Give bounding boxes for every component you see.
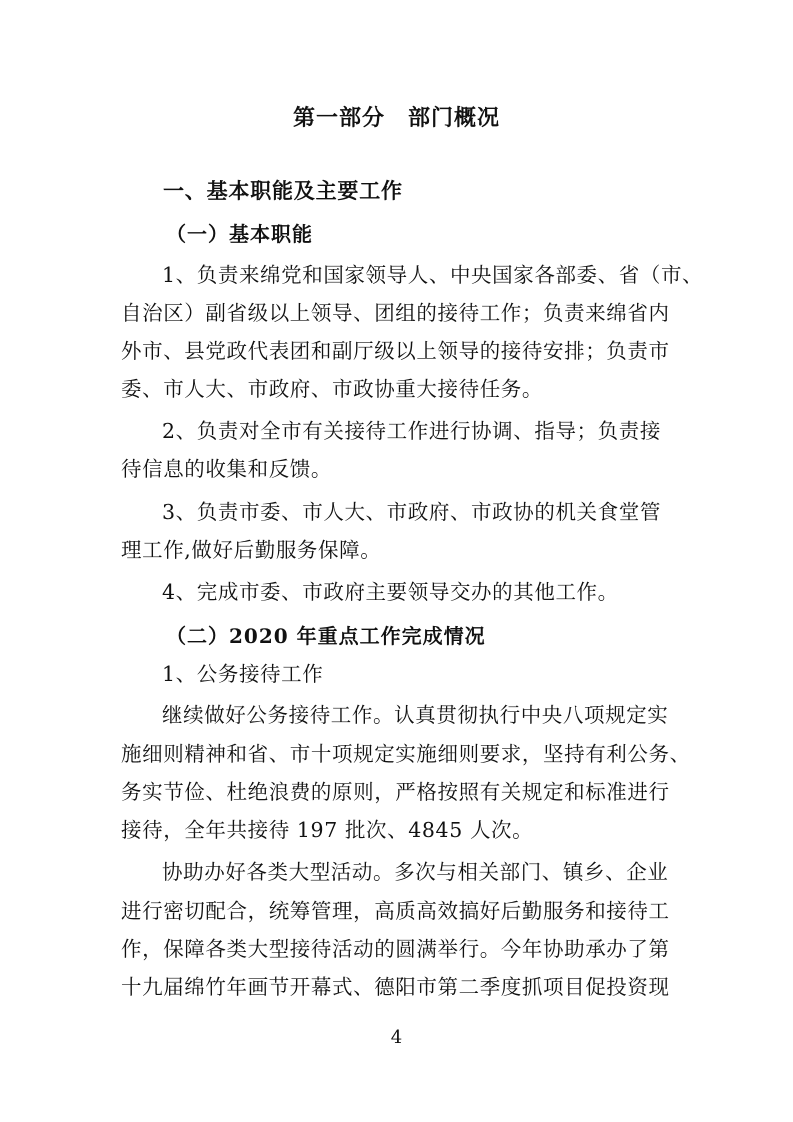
duty-line: 自治区）副省级以上领导、团组的接待工作；负责来绵省内 bbox=[121, 301, 670, 325]
duty-line: 理工作,做好后勤服务保障。 bbox=[121, 538, 382, 562]
duty-line: 4、完成市委、市政府主要领导交办的其他工作。 bbox=[162, 580, 619, 604]
duty-line: 3、负责市委、市人大、市政府、市政协的机关食堂管 bbox=[162, 500, 661, 524]
duty-line: 1、负责来绵党和国家领导人、中央国家各部委、省（市、 bbox=[162, 263, 704, 287]
paragraph-line: 进行密切配合，统筹管理，高质高效搞好后勤服务和接待工 bbox=[121, 899, 670, 923]
duty-line: 外市、县党政代表团和副厅级以上领导的接待安排；负责市 bbox=[121, 339, 670, 363]
page-number: 4 bbox=[390, 1027, 403, 1048]
paragraph-line: 十九届绵竹年画节开幕式、德阳市第二季度抓项目促投资现 bbox=[121, 975, 670, 999]
paragraph-line: 施细则精神和省、市十项规定实施细则要求，坚持有利公务、 bbox=[121, 742, 691, 766]
subsection-heading-duties: （一）基本职能 bbox=[166, 222, 313, 246]
paragraph-line: 接待，全年共接待 197 批次、4845 人次。 bbox=[121, 818, 534, 842]
paragraph-line: 务实节俭、杜绝浪费的原则，严格按照有关规定和标准进行 bbox=[121, 780, 670, 804]
work-item-heading: 1、公务接待工作 bbox=[162, 662, 324, 686]
paragraph-line: 协助办好各类大型活动。多次与相关部门、镇乡、企业 bbox=[162, 860, 669, 884]
duty-line: 委、市人大、市政府、市政协重大接待任务。 bbox=[121, 377, 543, 401]
paragraph-line: 继续做好公务接待工作。认真贯彻执行中央八项规定实 bbox=[162, 703, 669, 727]
paragraph-line: 作，保障各类大型接待活动的圆满举行。今年协助承办了第 bbox=[121, 937, 670, 961]
duty-line: 待信息的收集和反馈。 bbox=[121, 457, 332, 481]
duty-line: 2、负责对全市有关接待工作进行协调、指导；负责接 bbox=[162, 419, 661, 443]
page-title: 第一部分 部门概况 bbox=[292, 106, 500, 131]
section-heading: 一、基本职能及主要工作 bbox=[163, 179, 403, 203]
subsection-heading-work: （二）2020 年重点工作完成情况 bbox=[166, 624, 486, 648]
